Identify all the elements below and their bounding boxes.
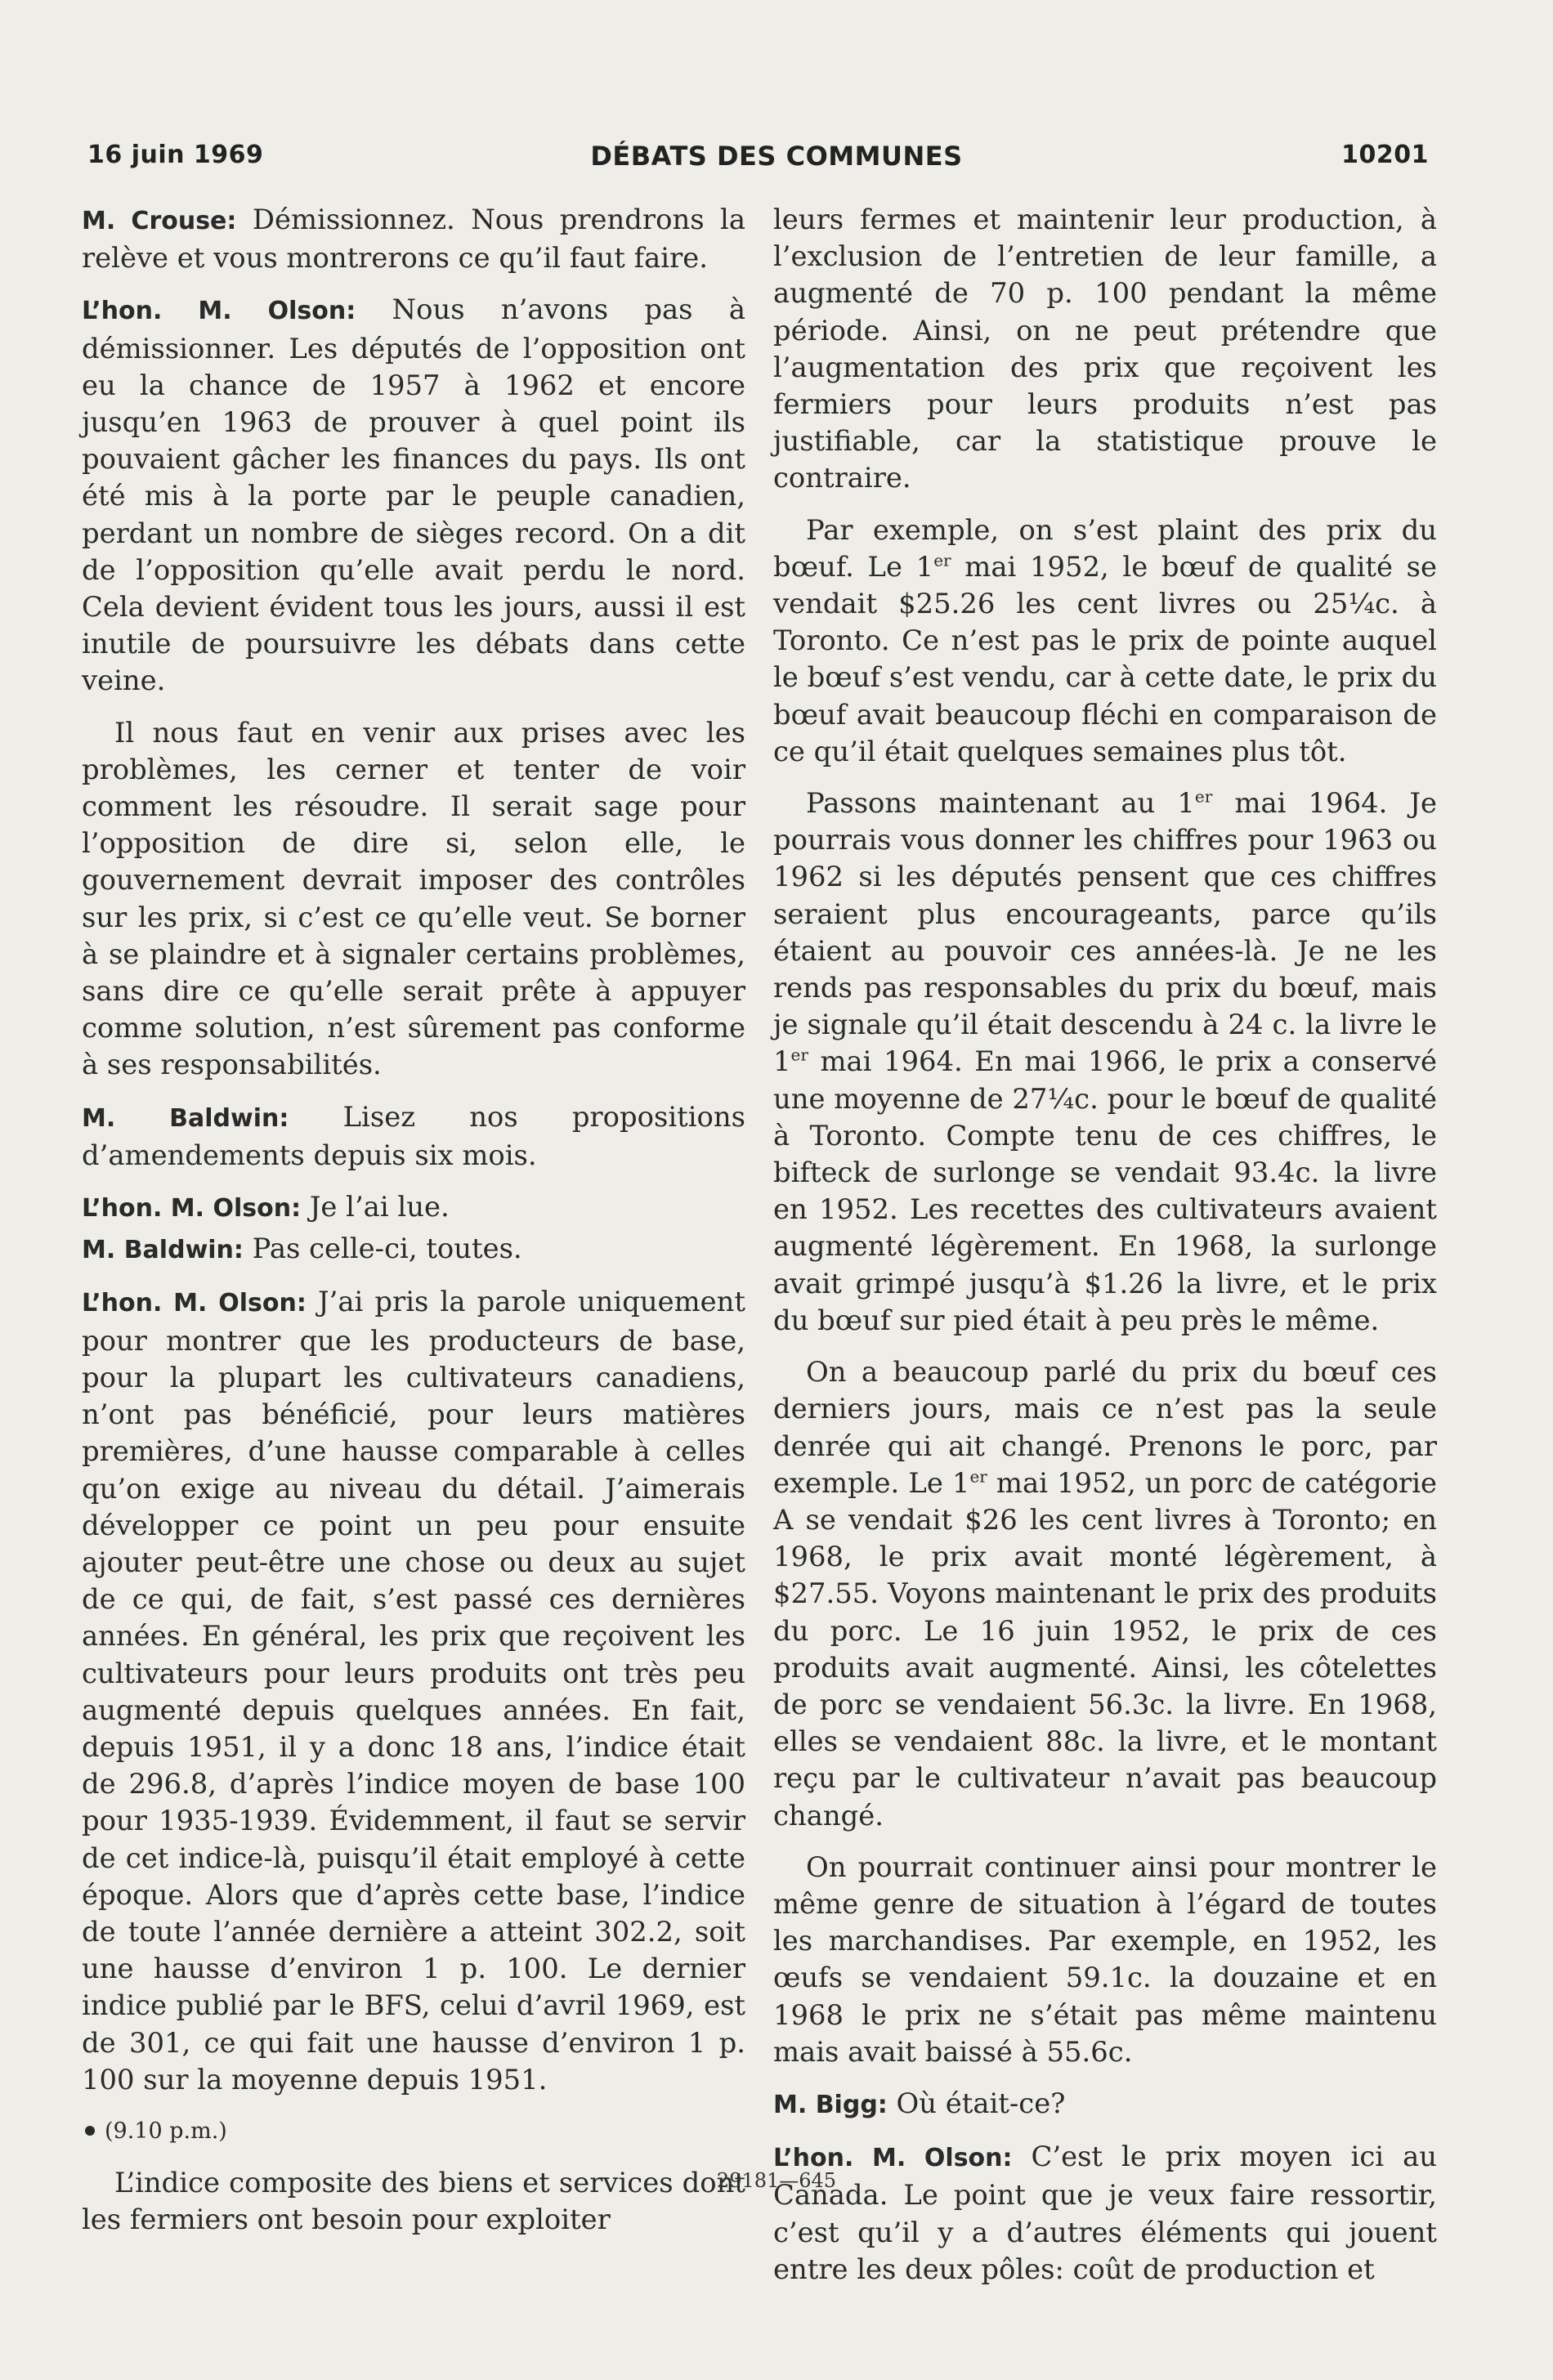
speaker-name: M. Bigg: xyxy=(773,2090,888,2119)
speaker-name: L’hon. M. Olson: xyxy=(773,2144,1013,2173)
paragraph: Il nous faut en venir aux prises avec les problèmes, les cerner et tenter de voir comment les résoudre. Il serait sage pour l’opposition de dire si, selon elle, le gouvernement devrait imposer des contrôles sur les prix, si c’est ce qu’elle veut. Se borner à se plaindre et à signaler certains problèmes, sans dire ce qu’elle serait prête à appuyer comme solution, n’est sûrement pas conforme à ses responsabilités. xyxy=(82,716,745,1081)
speech-text: Nous n’avons pas à démissionner. Les députés de l’opposition ont eu la chance de 1957 à 1962 et encore jusqu’en 1963 de prouver à quel point ils pouvaient gâcher les finances du pays. Ils ont été mis à la porte par le peuple canadien, perdant un nombre de sièges record. On a dit de l’opposition qu’elle avait perdu le nord. Cela devient évident tous les jours, aussi il est inutile de poursuivre les débats dans cette veine. xyxy=(82,293,745,697)
header-title: DÉBATS DES COMMUNES xyxy=(590,141,963,172)
paragraph xyxy=(82,201,745,276)
header-date: 16 juin 1969 xyxy=(87,141,264,169)
paragraph xyxy=(773,1353,1437,1834)
header-page-number: 10201 xyxy=(1341,141,1429,169)
speech-text: J’ai pris la parole uniquement pour montrer que les producteurs de base, pour la plupart les cultivateurs canadiens, n’ont pas bénéficié, pour leurs matières premières, d’une hausse comparable à celles qu’on exige au niveau du détail. J’aimerais développer ce point un peu pour ensuite ajouter peut-être une chose ou deux au sujet de ce qui, de fait, s’est passé ces dernières années. En général, les prix que reçoivent les cultivateurs pour leurs produits ont très peu augmenté depuis quelques années. En fait, depuis 1951, il y a donc 18 ans, l’indice était de 296.8, d’après l’indice moyen de base 100 pour 1935-1939. Évidemment, il faut se servir de cet indice-là, puisqu’il était employé à cette époque. Alors que d’après cette base, l’indice de toute l’année dernière a atteint 302.2, soit une hausse d’environ 1 p. 100. Le dernier indice publié par le BFS, celui d’avril 1969, est de 301, ce qui fait une hausse d’environ 1 p. 100 sur la moyenne depuis 1951. xyxy=(82,1286,745,2096)
speaker-name: M. Baldwin: xyxy=(82,1103,289,1133)
time-text: (9.10 p.m.) xyxy=(105,2118,227,2144)
bullet-icon xyxy=(85,2126,95,2136)
time-marker xyxy=(82,2113,745,2150)
speech-text: Pas celle-ci, toutes. xyxy=(243,1232,522,1265)
superscript: er xyxy=(969,1466,987,1487)
speech-text: Démissionnez. Nous prendrons la relève et vous montrerons ce qu’il faut faire. xyxy=(82,204,745,275)
paragraph: On pourrait continuer ainsi pour montrer le même genre de situation à l’égard de toutes les marchandises. Par exemple, en 1952, les œufs se vendaient 59.1c. la douzaine et en 1968 le prix ne s’était pas même maintenu mais avait baissé à 55.6c. xyxy=(773,1850,1437,2068)
text-segment: mai 1964. Je pourrais vous donner les chiffres pour 1963 ou 1962 si les députés pensent que ces chiffres seraient plus encourageants, parce qu’ils étaient au pouvoir ces années-là. Je ne les rends pas responsables du prix du bœuf, mais je signale qu’il était descendu à 24 c. la livre le 1 xyxy=(773,787,1437,1078)
speaker-name: M. Baldwin: xyxy=(82,1236,244,1265)
paragraph xyxy=(82,1230,745,1268)
text-segment: mai 1952, le bœuf de qualité se vendait $25.26 les cent livres ou 25¼c. à Toronto. Ce n’est pas le prix de pointe auquel le bœuf s’est vendu, car à cette date, le prix du bœuf avait beaucoup fléchi en comparaison de ce qu’il était quelques semaines plus tôt. xyxy=(773,550,1437,767)
speaker-name: L’hon. M. Olson: xyxy=(82,1194,302,1224)
paragraph: L’indice composite des biens et services dont les fermiers ont besoin pour exploiter xyxy=(82,2167,745,2236)
speech-text: Où était-ce? xyxy=(887,2087,1066,2119)
speaker-name: L’hon. M. Olson: xyxy=(82,1289,307,1318)
speech-text: C’est le prix moyen ici au Canada. Le point que je veux faire ressortir, c’est qu’il y a d’autres éléments qui jouent entre les deux pôles: coût de production et xyxy=(773,2141,1437,2285)
paragraph xyxy=(773,512,1437,770)
paragraph xyxy=(82,1283,745,2097)
right-column xyxy=(773,201,1437,2302)
text-segment: Passons maintenant au 1 xyxy=(806,787,1195,820)
page-footer: 29181—645 xyxy=(716,2169,837,2192)
paragraph xyxy=(82,1188,745,1227)
text-segment: On a beaucoup parlé du prix du bœuf ces derniers jours, mais ce n’est pas la seule denrée qui ait changé. Prenons le porc, par exemple. Le 1 xyxy=(773,1356,1437,1499)
paragraph xyxy=(773,2085,1437,2123)
superscript: er xyxy=(933,550,951,570)
left-column xyxy=(82,201,745,2253)
paragraph xyxy=(82,291,745,699)
paragraph xyxy=(773,2138,1437,2288)
superscript: er xyxy=(790,1045,808,1066)
paragraph xyxy=(773,785,1437,1339)
paragraph: leurs fermes et maintenir leur production, à l’exclusion de l’entretien de leur famille, a augmenté de 70 p. 100 pendant la même période. Ainsi, on ne peut prétendre que l’augmentation des prix que reçoivent les fermiers pour leurs produits n’est pas justifiable, car la statistique prouve le contraire. xyxy=(773,204,1437,494)
text-segment: Par exemple, on s’est plaint des prix du bœuf. Le 1 xyxy=(773,513,1437,583)
superscript: er xyxy=(1194,786,1213,807)
speaker-name: L’hon. M. Olson: xyxy=(82,297,356,326)
speech-text: Lisez nos propositions d’amendements depuis six mois. xyxy=(82,1100,745,1171)
text-segment: mai 1952, un porc de catégorie A se vendait $26 les cent livres à Toronto; en 1968, le prix avait monté légèrement, à $27.55. Voyons maintenant le prix des produits du porc. Le 16 juin 1952, le prix de ces produits avait augmenté. Ainsi, les côtelettes de porc se vendaient 56.3c. la livre. En 1968, elles se vendaient 88c. la livre, et le montant reçu par le cultivateur n’avait pas beaucoup changé. xyxy=(773,1466,1438,1832)
paragraph xyxy=(82,1098,745,1174)
speech-text: Je l’ai lue. xyxy=(301,1191,450,1224)
speaker-name: M. Crouse: xyxy=(82,207,237,235)
text-segment: mai 1964. En mai 1966, le prix a conservé une moyenne de 27¼c. pour le bœuf de qualité à Toronto. Compte tenu de ces chiffres, le bifteck de surlonge se vendait 93.4c. la livre en 1952. Les recettes des cultivateurs avaient augmenté légèrement. En 1968, la surlonge avait grimpé jusqu’à $1.26 la livre, et le prix du bœuf sur pied était à peu près le même. xyxy=(773,1045,1437,1336)
